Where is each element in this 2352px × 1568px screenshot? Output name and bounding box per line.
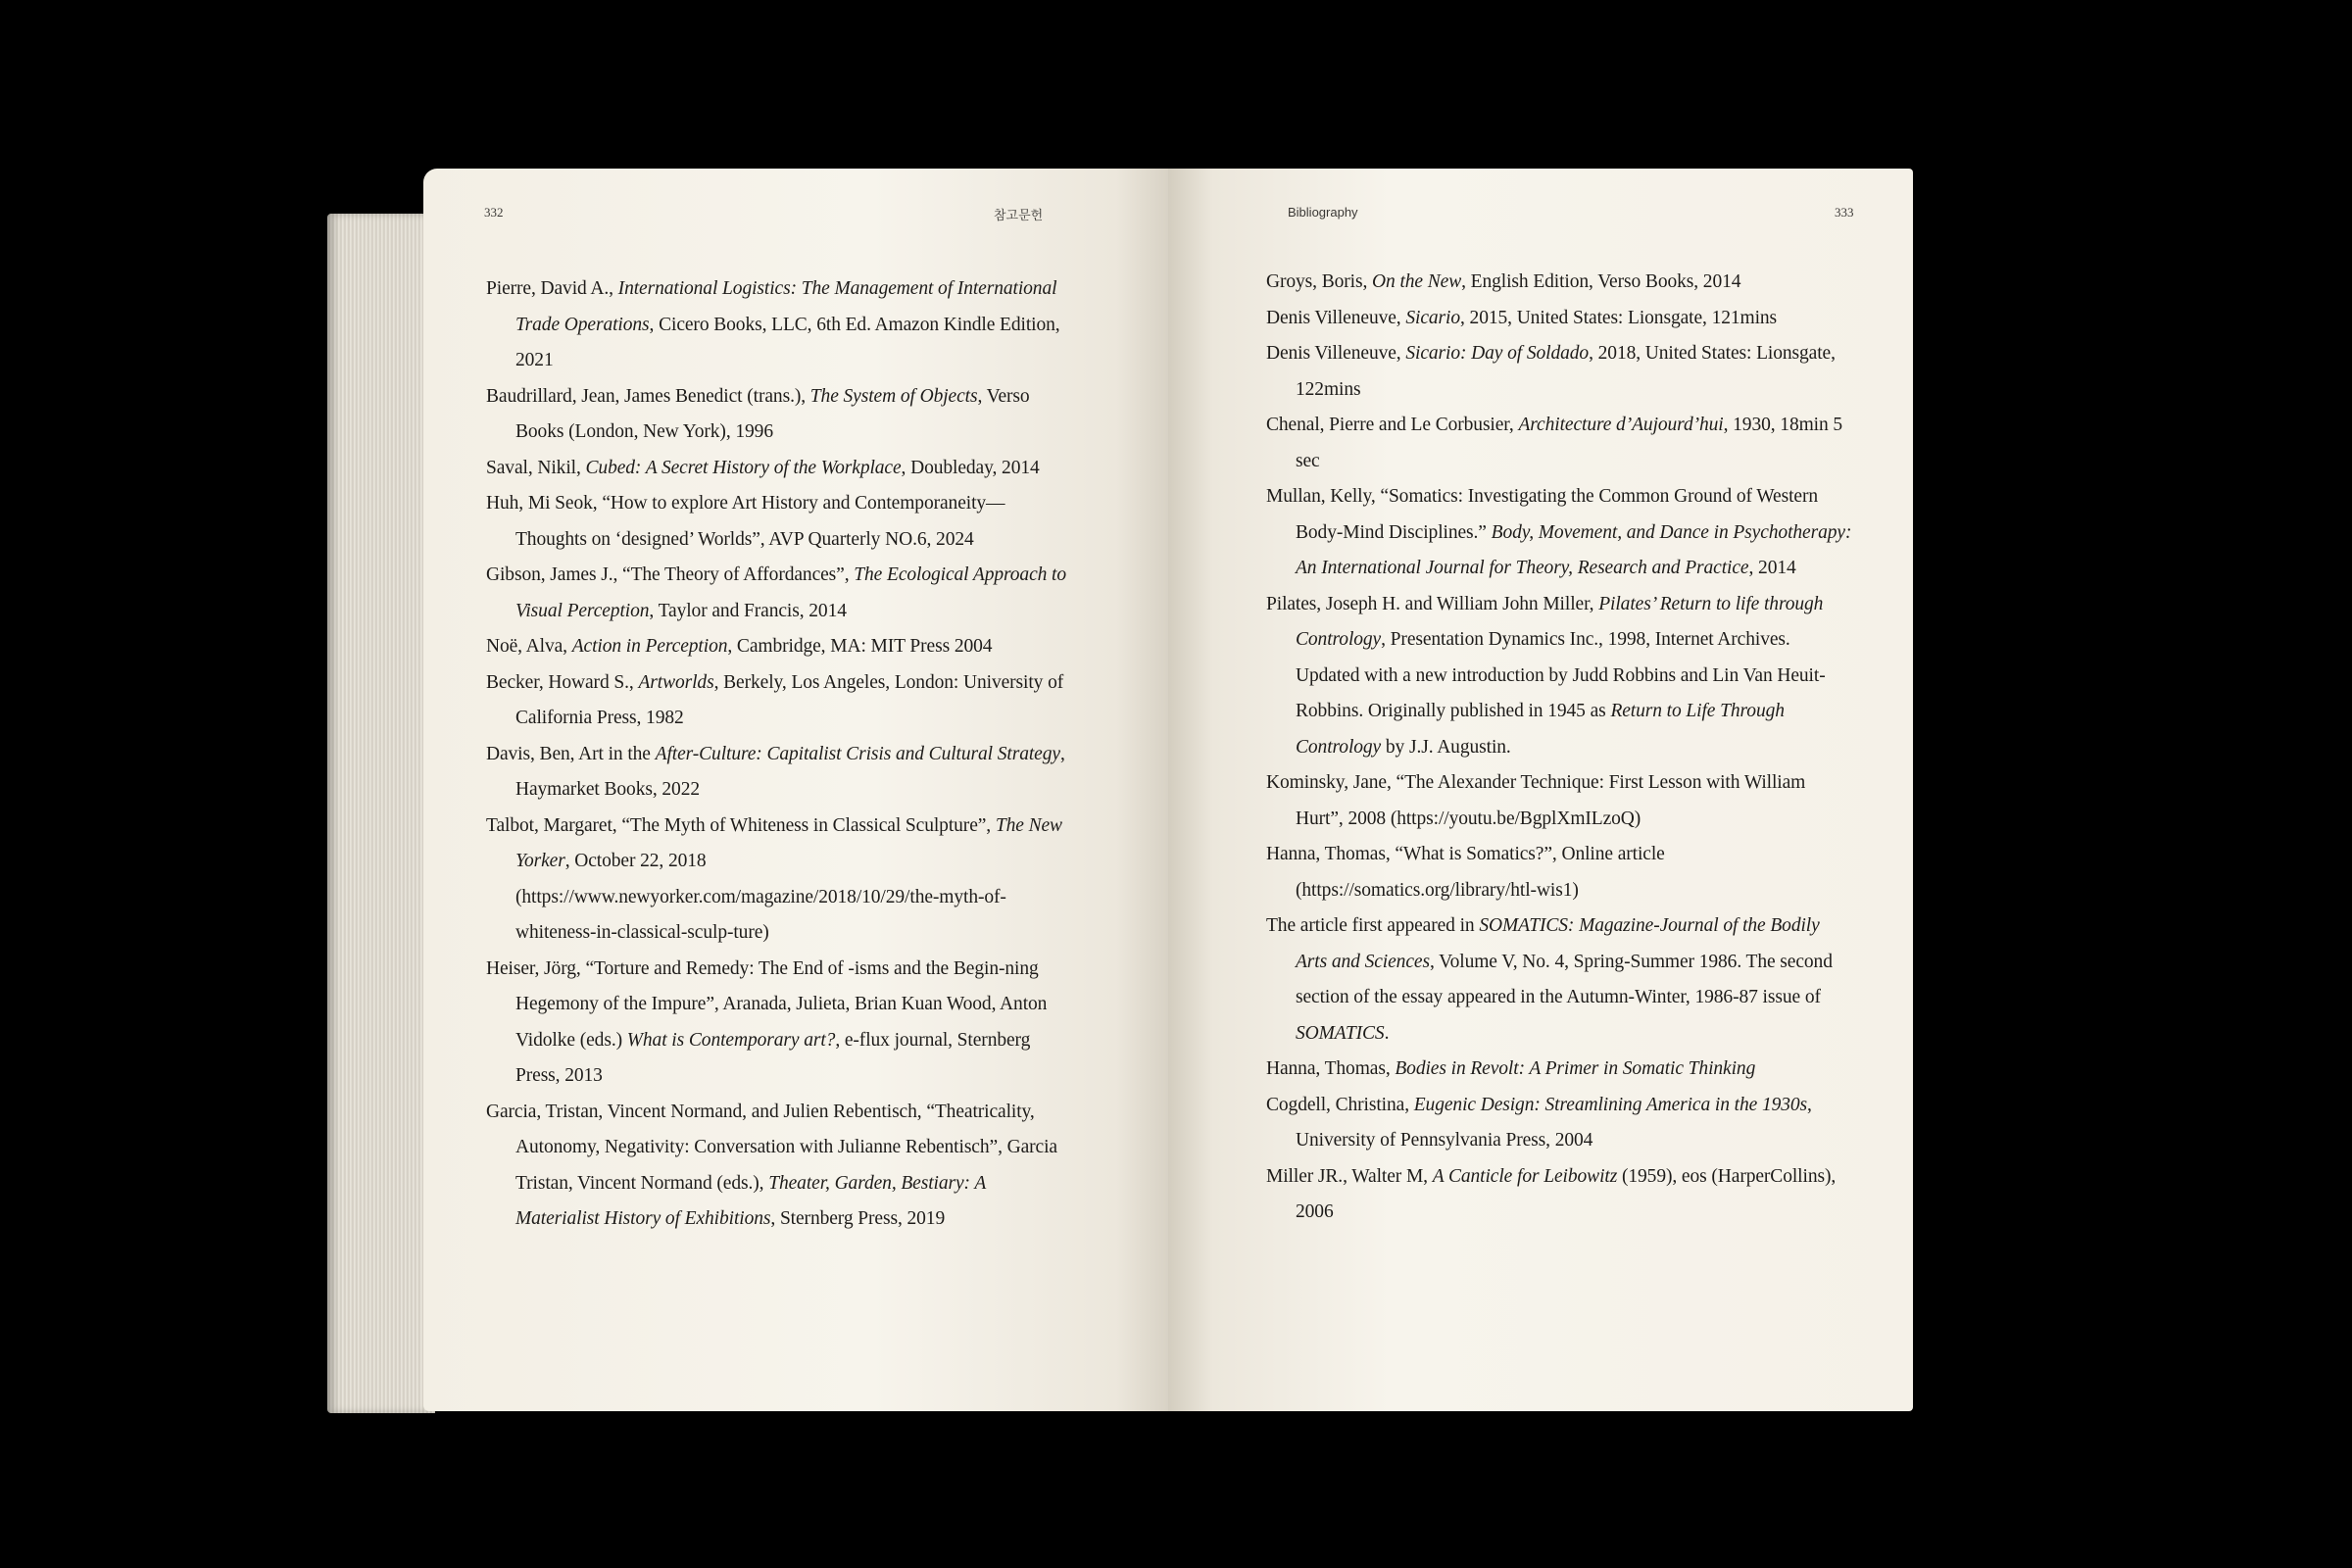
entry-title-italic: The System of Objects [809, 385, 978, 407]
entry-title-italic: Return to Life Through Contrology [1296, 701, 1785, 758]
entry-text: Denis Villeneuve, [1266, 307, 1406, 328]
bibliography-entry [1266, 587, 1854, 766]
entry-text: , English Edition, Verso Books, 2014 [1461, 271, 1741, 292]
entry-text: Miller JR., Walter M, [1266, 1165, 1433, 1187]
entry-text: Groys, Boris, [1266, 271, 1373, 292]
entry-text: Baudrillard, Jean, James Benedict (trans.), [486, 385, 810, 407]
entry-text: , 2018, United States: Lionsgate, 122mins [1296, 343, 1836, 400]
entry-text: Pilates, Joseph H. and William John Miller, [1266, 593, 1599, 614]
entry-title-italic: The New Yorker [515, 814, 1062, 871]
bibliography-entry [1266, 336, 1854, 408]
entry-title-italic: Sicario: Day of Soldado [1405, 343, 1590, 364]
bibliography-entry [486, 629, 1074, 665]
bibliography-entry [486, 558, 1074, 629]
bibliography-entry [1266, 765, 1854, 837]
entry-text: Garcia, Tristan, Vincent Normand, and Julien Rebentisch, “Theatricality, Autonomy, Negativity: Conversation with Julianne Rebentisch”, Garcia Tristan, Vincent Normand (eds.), [486, 1101, 1057, 1194]
entry-text: Heiser, Jörg, “Torture and Remedy: The End of -isms and the Begin-ning Hegemony of the Impure”, Aranada, Julieta, Brian Kuan Wood, Anton Vidolke (eds.) [486, 957, 1048, 1051]
bibliography-list-left [486, 271, 1074, 1238]
entry-text: The article first appeared in [1266, 915, 1480, 936]
entry-text: Pierre, David A., [486, 278, 618, 299]
bibliography-entry [486, 952, 1074, 1095]
entry-title-italic: Cubed: A Secret History of the Workplace [585, 457, 902, 478]
page-number-left: 332 [484, 205, 504, 220]
entry-text: Gibson, James J., “The Theory of Affordances”, [486, 564, 855, 585]
entry-title-italic: What is Contemporary art? [626, 1029, 836, 1051]
bibliography-entry [1266, 301, 1854, 337]
entry-text: Saval, Nikil, [486, 457, 586, 478]
entry-text: , Cicero Books, LLC, 6th Ed. Amazon Kindle Edition, 2021 [515, 314, 1060, 370]
entry-text: Denis Villeneuve, [1266, 343, 1406, 364]
entry-title-italic: Body, Movement, and Dance in Psychotherapy: An International Journal for Theory, Research and Practice [1296, 521, 1852, 578]
entry-text: , University of Pennsylvania Press, 2004 [1296, 1094, 1812, 1151]
bibliography-entry [1266, 908, 1854, 1052]
entry-text: Hanna, Thomas, [1266, 1058, 1396, 1079]
entry-title-italic: Architecture d’Aujourd’hui [1518, 415, 1724, 435]
entry-text: , e-flux journal, Sternberg Press, 2013 [515, 1029, 1031, 1086]
bibliography-entry [1266, 1088, 1854, 1159]
bibliography-entry [1266, 1159, 1854, 1231]
entry-text: , Presentation Dynamics Inc., 1998, Internet Archives. Updated with a new introduction by Judd Robbins and Lin Van Heuit-Robbins. Originally published in 1945 as [1296, 629, 1826, 721]
bibliography-entry [1266, 265, 1854, 301]
entry-title-italic: The Ecological Approach to Visual Perception [515, 564, 1067, 621]
entry-text: , 2015, United States: Lionsgate, 121mins [1460, 307, 1778, 328]
entry-text: , Haymarket Books, 2022 [515, 743, 1065, 800]
bibliography-entry [486, 271, 1074, 379]
entry-title-italic: Pilates’ Return to life through Contrology [1296, 593, 1824, 650]
entry-text: Noë, Alva, [486, 636, 572, 657]
entry-title-italic: On the New [1372, 271, 1462, 292]
bibliography-entry [1266, 1052, 1854, 1088]
entry-title-italic: SOMATICS [1296, 1022, 1385, 1044]
entry-text: Chenal, Pierre and Le Corbusier, [1266, 415, 1519, 435]
entry-title-italic: Artworlds [638, 671, 714, 693]
bibliography-entry [1266, 837, 1854, 908]
entry-text: . [1384, 1022, 1390, 1044]
entry-text: , Sternberg Press, 2019 [770, 1208, 946, 1229]
entry-text: (1959), eos (HarperCollins), 2006 [1296, 1165, 1837, 1222]
entry-text: , October 22, 2018 (https://www.newyorker.com/magazine/2018/10/29/the-myth-of-whiteness-in-classical-sculp-ture) [515, 851, 1006, 943]
entry-title-italic: After-Culture: Capitalist Crisis and Cultural Strategy [655, 743, 1060, 764]
entry-title-italic: Action in Perception [571, 636, 728, 657]
entry-text: , Doubleday, 2014 [901, 457, 1040, 478]
bibliography-entry [486, 1095, 1074, 1238]
entry-text: Mullan, Kelly, “Somatics: Investigating the Common Ground of Western Body-Mind Disciplines.” [1266, 486, 1819, 543]
entry-title-italic: Theater, Garden, Bestiary: A Materialist History of Exhibitions [515, 1172, 986, 1229]
entry-text: , 1930, 18min 5 sec [1296, 415, 1843, 471]
bibliography-entry [486, 737, 1074, 808]
entry-text: , Taylor and Francis, 2014 [649, 600, 847, 621]
entry-text: , Volume V, No. 4, Spring-Summer 1986. The second section of the essay appeared in the Autumn-Winter, 1986-87 issue of [1296, 951, 1833, 1007]
entry-title-italic: Eugenic Design: Streamlining America in the 1930s [1413, 1094, 1808, 1115]
bibliography-entry [486, 808, 1074, 952]
entry-text: Huh, Mi Seok, “How to explore Art History and Contemporaneity—Thoughts on ‘designed’ Worlds”, AVP Quarterly NO.6, 2024 [486, 493, 1005, 550]
entry-title-italic: A Canticle for Leibowitz [1432, 1165, 1618, 1187]
entry-text: Davis, Ben, Art in the [486, 743, 656, 764]
right-page [1168, 169, 1913, 1411]
entry-text: Kominsky, Jane, “The Alexander Technique: First Lesson with William Hurt”, 2008 (https://youtu.be/BgplXmILzoQ) [1266, 772, 1806, 829]
entry-text: Hanna, Thomas, “What is Somatics?”, Online article (https://somatics.org/library/htl-wis1) [1266, 844, 1665, 901]
left-page [423, 169, 1168, 1411]
entry-text: Talbot, Margaret, “The Myth of Whiteness in Classical Sculpture”, [486, 814, 996, 836]
bibliography-entry [486, 379, 1074, 451]
page-number-right: 333 [1835, 205, 1854, 220]
entry-title-italic: Sicario [1405, 307, 1460, 328]
running-head-right: Bibliography [1288, 205, 1358, 220]
entry-text: Cogdell, Christina, [1266, 1094, 1414, 1115]
page-edges [327, 214, 435, 1413]
bibliography-entry [486, 665, 1074, 737]
entry-title-italic: SOMATICS: Magazine-Journal of the Bodily Arts and Sciences [1296, 915, 1820, 972]
running-head-left: 참고문헌 [994, 208, 1044, 222]
entry-title-italic: International Logistics: The Management of International Trade Operations [515, 278, 1057, 335]
entry-text: by J.J. Augustin. [1381, 736, 1511, 758]
entry-text: , Verso Books (London, New York), 1996 [515, 385, 1030, 442]
entry-title-italic: Bodies in Revolt: A Primer in Somatic Thinking [1395, 1058, 1756, 1079]
bibliography-entry [1266, 479, 1854, 587]
bibliography-entry [1266, 408, 1854, 479]
bibliography-entry [486, 486, 1074, 558]
entry-text: , Cambridge, MA: MIT Press 2004 [727, 636, 993, 657]
entry-text: , 2014 [1748, 558, 1796, 578]
bibliography-entry [486, 451, 1074, 487]
entry-text: , Berkely, Los Angeles, London: University of California Press, 1982 [515, 671, 1064, 728]
bibliography-list-right [1266, 265, 1854, 1231]
entry-text: Becker, Howard S., [486, 671, 639, 693]
